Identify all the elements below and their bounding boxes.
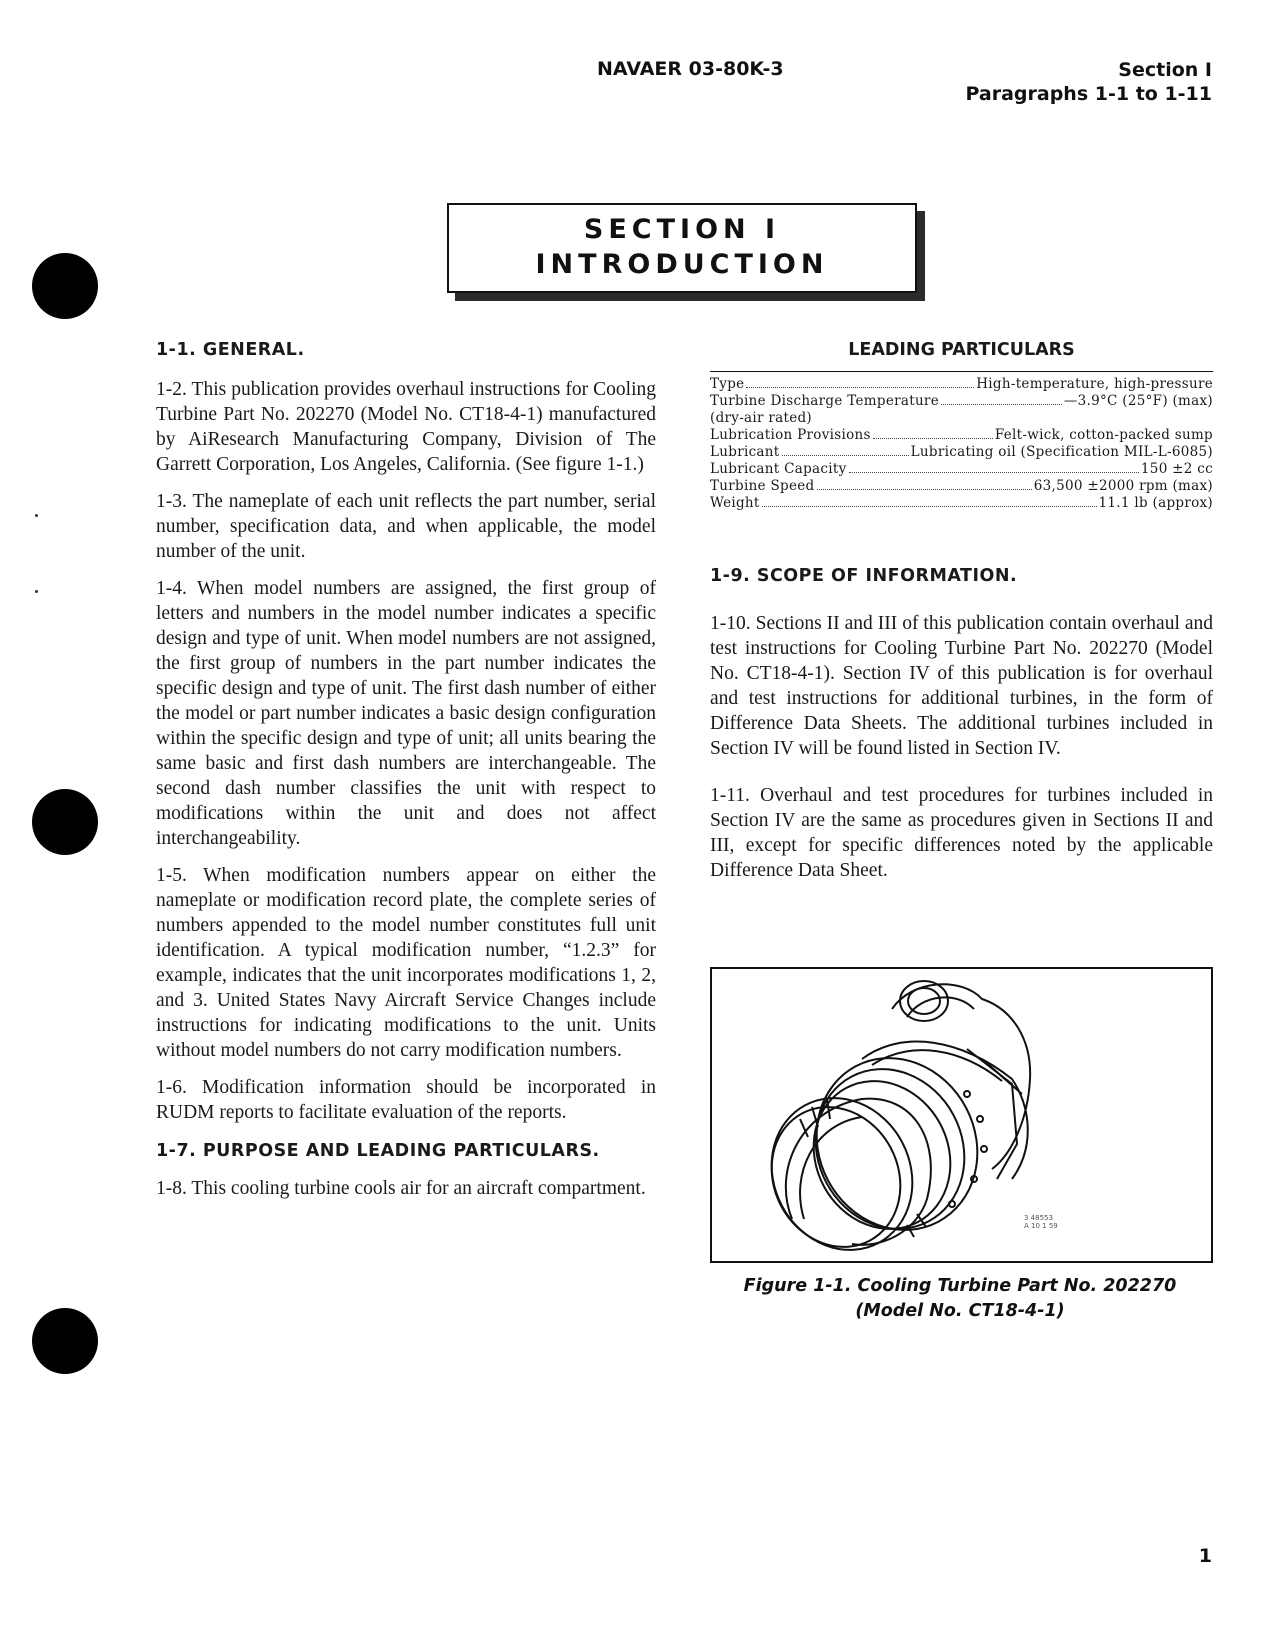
scan-speck — [35, 514, 38, 517]
doc-number: NAVAER 03-80K-3 — [597, 58, 784, 80]
right-column — [710, 338, 1213, 883]
particular-label: Weight — [710, 495, 760, 511]
particular-value: —3.9°C (25°F) (max) — [1063, 393, 1213, 409]
paragraph-1-2: 1-2. This publication provides overhaul instructions for Cooling Turbine Part No. 202270 (Model No. CT18-4-1) manufactured by AiResearch Manufacturing Company, Division of The Garrett Corporation, Los Angeles, California. (See figure 1-1.) — [156, 379, 656, 475]
section-title-box — [447, 203, 917, 293]
particular-label: Lubrication Provisions — [710, 427, 871, 443]
particular-row — [710, 495, 1213, 512]
paragraph-1-6: 1-6. Modification information should be incorporated in RUDM reports to facilitate evaluation of the reports. — [156, 1077, 656, 1123]
particular-label: Turbine Speed — [710, 478, 815, 494]
page-number: 1 — [1198, 1545, 1212, 1567]
leading-particulars-title: LEADING PARTICULARS — [848, 340, 1075, 360]
particular-row — [710, 478, 1213, 495]
section-reference — [965, 58, 1212, 106]
particular-label: Turbine Discharge Temperature — [710, 393, 939, 409]
section-label: Section I — [1118, 59, 1212, 81]
particular-row — [710, 444, 1213, 461]
heading-scope: 1-9. SCOPE OF INFORMATION. — [710, 566, 1018, 586]
particular-row — [710, 427, 1213, 444]
particular-row — [710, 461, 1213, 478]
scan-speck — [35, 590, 38, 593]
particular-label: Type — [710, 376, 745, 392]
binder-hole-bottom — [32, 1308, 98, 1374]
section-subtitle: INTRODUCTION — [535, 249, 829, 280]
paragraph-1-4: 1-4. When model numbers are assigned, the first group of letters and numbers in the model number indicates a specific design and type of unit. When model numbers are not assigned, the first group of numbers in the part number indicates the specific design and type of unit. The first dash number of either the model or part number indicates a basic design configuration within the specific design and type of unit; all units bearing the same basic and first dash numbers are interchangeable. The second dash number classifies the unit with respect to modifications within the unit and does not affect interchangeability. — [156, 578, 656, 849]
particular-value: Lubricating oil (Specification MIL-L-6085) — [910, 444, 1213, 460]
cooling-turbine-illustration — [712, 969, 1211, 1261]
paragraph-1-3: 1-3. The nameplate of each unit reflects the part number, serial number, specification data, and when applicable, the model number of the unit. — [156, 491, 656, 562]
paragraph-1-5: 1-5. When modification numbers appear on either the nameplate or modification record plate, the complete series of numbers appended to the model number constitutes full unit identification. A typical modification number, “1.2.3” for example, indicates that the unit incorporates modifications 1, 2, and 3. United States Navy Aircraft Service Changes include instructions for indicating modifications to the unit. Units without model numbers do not carry modification numbers. — [156, 865, 656, 1061]
leading-particulars-rule — [710, 371, 1213, 372]
heading-purpose: 1-7. PURPOSE AND LEADING PARTICULARS. — [156, 1141, 600, 1161]
particular-value: Felt-wick, cotton-packed sump — [994, 427, 1213, 443]
particular-value: High-temperature, high-pressure — [976, 376, 1213, 392]
particular-note: (dry-air rated) — [710, 410, 812, 426]
particular-label: Lubricant Capacity — [710, 461, 847, 477]
paragraph-range: Paragraphs 1-1 to 1-11 — [965, 83, 1212, 105]
figure-cooling-turbine — [710, 967, 1213, 1263]
binder-hole-top — [32, 253, 98, 319]
paragraph-1-11: 1-11. Overhaul and test procedures for turbines included in Section IV are the same as procedures given in Sections II and III, except for specific differences noted by the applicable Difference Data Sheet. — [710, 785, 1213, 881]
left-column — [156, 338, 656, 1201]
paragraph-1-8: 1-8. This cooling turbine cools air for an aircraft compartment. — [156, 1178, 646, 1199]
figure-tag: 3 48553 A 10 1 59 — [1024, 1214, 1058, 1230]
paragraph-1-10: 1-10. Sections II and III of this publication contain overhaul and test instructions for Cooling Turbine Part No. 202270 (Model No. CT18-4-1). Section IV of this publication is for overhaul and test instructions for additional turbines, in the form of Difference Data Sheets. The additional turbines included in Section IV will be found listed in Section IV. — [710, 613, 1213, 759]
figure-caption — [700, 1274, 1220, 1324]
figure-caption-line1: Figure 1-1. Cooling Turbine Part No. 202270 — [743, 1276, 1177, 1296]
section-title: SECTION I — [583, 214, 781, 245]
particular-row — [710, 376, 1213, 393]
leading-particulars-table — [710, 376, 1213, 512]
particular-value: 63,500 ±2000 rpm (max) — [1033, 478, 1213, 494]
figure-caption-line2: (Model No. CT18-4-1) — [855, 1301, 1065, 1321]
heading-general: 1-1. GENERAL. — [156, 340, 305, 360]
particular-label: Lubricant — [710, 444, 780, 460]
particular-value: 150 ±2 cc — [1140, 461, 1213, 477]
particular-value: 11.1 lb (approx) — [1098, 495, 1213, 511]
particular-row — [710, 393, 1213, 410]
binder-hole-middle — [32, 789, 98, 855]
